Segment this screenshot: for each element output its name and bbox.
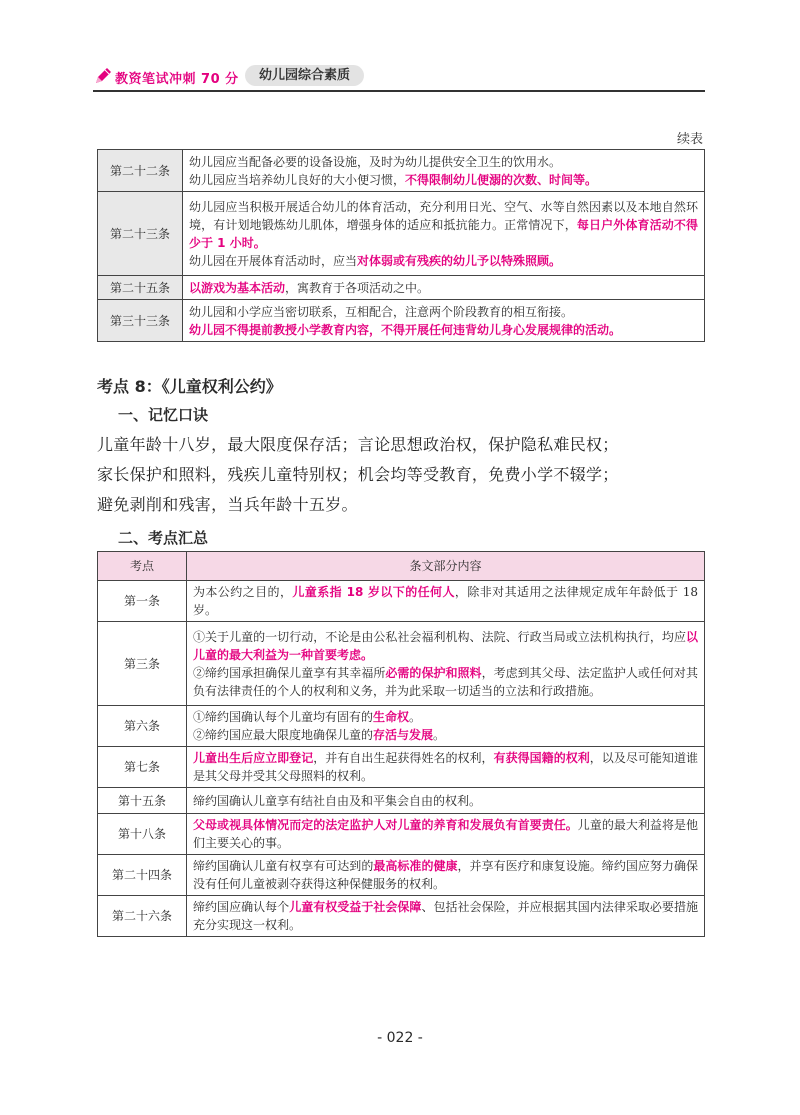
header-rule (93, 90, 705, 92)
highlight-text: 必需的保护和照料 (385, 665, 482, 680)
article-cell: 第二十三条 (98, 192, 183, 276)
highlight-text: 存活与发展 (373, 728, 434, 742)
article-cell: 第三十三条 (98, 300, 183, 342)
table-row (98, 814, 705, 855)
article-cell: 第六条 (98, 706, 187, 747)
section-title: 考点 8：《儿童权利公约》 (97, 377, 282, 396)
table-row (98, 855, 705, 896)
content-cell (187, 855, 705, 896)
header-badge: 幼儿园综合素质 (245, 65, 364, 86)
body-text: 儿童的最大利益将是他们主要关心的事。 (193, 818, 698, 850)
body-text: 幼儿园在开展体育活动时，应当 (189, 253, 358, 268)
body-text: ①关于儿童的一切行动，不论是由公私社会福利机构、法院、行政当局或立法机构执行，均应 (193, 629, 686, 644)
content-cell (183, 192, 705, 276)
body-text: ，考虑到其父母、法定监护人或任何对其负有法律责任的个人的权利和义务，并为此采取一切适当的立法和行政措施。 (193, 665, 698, 698)
table-row (98, 788, 705, 814)
article-cell: 第三条 (98, 622, 187, 706)
highlight-text: 以游戏为基本活动 (189, 280, 286, 295)
content-cell (183, 300, 705, 342)
table-header-row (98, 552, 705, 581)
mnemonic-line: 避免剥削和残害，当兵年龄十五岁。 (97, 495, 358, 514)
article-cell: 第二十二条 (98, 150, 183, 192)
article-cell: 第十八条 (98, 814, 187, 855)
highlight-text: 儿童系指 18 岁以下的任何人 (292, 585, 455, 599)
body-text: ①缔约国确认每个儿童均有固有的 (193, 710, 374, 724)
table-row (98, 706, 705, 747)
highlight-text: 生命权 (373, 710, 410, 724)
highlight-text: 以儿童的最大利益为一种首要考虑。 (193, 629, 698, 662)
body-text: ，并享有医疗和康复设施。缔约国应努力确保没有任何儿童被剥夺获得这种保健服务的权利。 (193, 859, 698, 891)
mnemonic-line: 家长保护和照料，残疾儿童特别权；机会均等受教育，免费小学不辍学； (97, 465, 619, 484)
body-text: 缔约国应确认每个 (193, 900, 290, 914)
highlight-text: 儿童有权受益于社会保障 (289, 900, 422, 914)
article-cell: 第七条 (98, 747, 187, 788)
body-text: 。 (409, 710, 422, 724)
body-text: 缔约国确认儿童享有结社自由及和平集会自由的权利。 (193, 793, 482, 808)
summary-heading: 二、考点汇总 (118, 529, 209, 547)
article-cell: 第一条 (98, 581, 187, 622)
body-text: 幼儿园和小学应当密切联系，互相配合，注意两个阶段教育的相互衔接。 (189, 304, 574, 319)
body-text: 。 (433, 728, 446, 742)
table-row (98, 276, 705, 300)
body-text: 缔约国确认儿童有权享有可达到的 (193, 859, 374, 873)
table-row (98, 581, 705, 622)
article-cell: 第二十六条 (98, 896, 187, 937)
column-header: 条文部分内容 (187, 552, 705, 581)
content-cell (187, 788, 705, 814)
content-cell (187, 581, 705, 622)
pencil-icon (93, 66, 113, 86)
content-cell (187, 747, 705, 788)
highlight-text: 最高标准的健康 (373, 859, 458, 873)
highlight-text: 对体弱或有残疾的幼儿予以特殊照顾。 (357, 253, 562, 268)
article-cell: 第十五条 (98, 788, 187, 814)
column-header: 考点 (98, 552, 187, 581)
header-title: 教资笔试冲刺 70 分 (115, 72, 239, 87)
page-number: - 022 - (377, 1030, 423, 1046)
table-row (98, 747, 705, 788)
article-cell: 第二十四条 (98, 855, 187, 896)
highlight-text: 不得限制幼儿便溺的次数、时间等。 (405, 172, 598, 187)
mnemonic-heading: 一、记忆口诀 (118, 406, 209, 424)
content-cell (183, 150, 705, 192)
body-text: ②缔约国承担确保儿童享有其幸福所 (193, 665, 386, 680)
body-text: 为本公约之目的， (193, 585, 293, 599)
content-cell (187, 896, 705, 937)
table-row (98, 300, 705, 342)
content-cell (183, 276, 705, 300)
page-header (93, 62, 705, 92)
body-text: ，以及尽可能知道谁是其父母并受其父母照料的权利。 (193, 751, 698, 783)
content-cell (187, 706, 705, 747)
body-text: ②缔约国应最大限度地确保儿童的 (193, 728, 374, 742)
mnemonic-line: 儿童年龄十八岁，最大限度保存活；言论思想政治权，保护隐私难民权； (97, 435, 619, 454)
table-row (98, 622, 705, 706)
content-cell (187, 622, 705, 706)
article-cell: 第二十五条 (98, 276, 183, 300)
regulation-table (97, 149, 705, 342)
table-row (98, 150, 705, 192)
table-row (98, 896, 705, 937)
highlight-text: 儿童出生后应立即登记 (193, 751, 314, 765)
body-text: 、包括社会保险，并应根据其国内法律采取必要措施充分实现这一权利。 (193, 900, 698, 932)
continued-label: 续表 (676, 132, 703, 147)
body-text: 幼儿园应当配备必要的设备设施，及时为幼儿提供安全卫生的饮用水。 (189, 154, 562, 169)
highlight-text: 父母或视具体情况而定的法定监护人对儿童的养育和发展负有首要责任。 (193, 818, 578, 832)
body-text: 幼儿园应当培养幼儿良好的大小便习惯， (189, 172, 406, 187)
convention-table (97, 551, 705, 937)
content-cell (187, 814, 705, 855)
body-text: ，寓教育于各项活动之中。 (285, 280, 430, 295)
highlight-text: 幼儿园不得提前教授小学教育内容，不得开展任何违背幼儿身心发展规律的活动。 (189, 322, 622, 337)
body-text: ，除非对其适用之法律规定成年年龄低于 18 岁。 (193, 585, 698, 617)
body-text: ，并有自出生起获得姓名的权利， (313, 751, 494, 765)
highlight-text: 每日户外体育活动不得少于 1 小时。 (189, 217, 698, 250)
body-text: 幼儿园应当积极开展适合幼儿的体育活动，充分利用日光、空气、水等自然因素以及本地自然环境，有计划地锻炼幼儿肌体，增强身体的适应和抵抗能力。正常情况下， (189, 199, 698, 232)
highlight-text: 有获得国籍的权利 (493, 751, 590, 765)
table-row (98, 192, 705, 276)
